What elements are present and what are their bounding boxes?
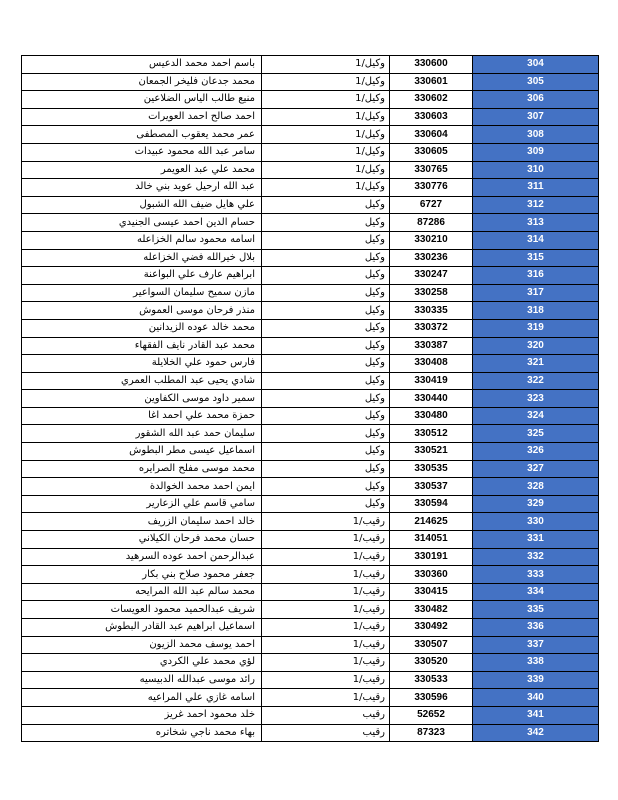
rank-cell: وكيل/1: [262, 108, 390, 126]
name-cell: مازن سميح سليمان السواعير: [22, 284, 262, 302]
sequence-number-cell: 329: [473, 495, 599, 513]
table-row: [22, 337, 599, 355]
table-row: [22, 267, 599, 285]
table-row: [22, 372, 599, 390]
table-row: [22, 56, 599, 74]
name-cell: شريف عبدالحميد محمود العويسات: [22, 601, 262, 619]
table-row: [22, 425, 599, 443]
sequence-number-cell: 332: [473, 548, 599, 566]
table-row: [22, 73, 599, 91]
name-cell: باسم احمد محمد الدعيس: [22, 56, 262, 74]
name-cell: ابراهيم عارف علي البواعنة: [22, 267, 262, 285]
personnel-table: [21, 55, 599, 742]
rank-cell: وكيل: [262, 249, 390, 267]
table-row: [22, 196, 599, 214]
sequence-number-cell: 315: [473, 249, 599, 267]
name-cell: سمير داود موسى الكفاوين: [22, 390, 262, 408]
rank-cell: رقيب: [262, 706, 390, 724]
name-cell: اسامه غازي علي المراعيه: [22, 689, 262, 707]
table-row: [22, 513, 599, 531]
name-cell: لؤي محمد علي الكردي: [22, 654, 262, 672]
sequence-number-cell: 322: [473, 372, 599, 390]
military-number-cell: 330335: [390, 302, 473, 320]
rank-cell: وكيل: [262, 355, 390, 373]
sequence-number-cell: 321: [473, 355, 599, 373]
name-cell: حسان محمد فرحان الكيلاني: [22, 531, 262, 549]
sequence-number-cell: 331: [473, 531, 599, 549]
name-cell: سامي قاسم علي الزعارير: [22, 495, 262, 513]
rank-cell: وكيل/1: [262, 56, 390, 74]
name-cell: رائد موسى عبدالله الدبيسيه: [22, 671, 262, 689]
rank-cell: وكيل/1: [262, 91, 390, 109]
sequence-number-cell: 336: [473, 619, 599, 637]
sequence-number-cell: 320: [473, 337, 599, 355]
military-number-cell: 330594: [390, 495, 473, 513]
sequence-number-cell: 328: [473, 478, 599, 496]
rank-cell: رقيب/1: [262, 654, 390, 672]
name-cell: ايمن احمد محمد الخوالدة: [22, 478, 262, 496]
sequence-number-cell: 325: [473, 425, 599, 443]
rank-cell: وكيل: [262, 214, 390, 232]
name-cell: بلال خيرالله فضي الخزاعله: [22, 249, 262, 267]
sequence-number-cell: 314: [473, 231, 599, 249]
military-number-cell: 330492: [390, 619, 473, 637]
table-row: [22, 231, 599, 249]
rank-cell: وكيل: [262, 231, 390, 249]
rank-cell: رقيب/1: [262, 689, 390, 707]
table-row: [22, 495, 599, 513]
military-number-cell: 330480: [390, 407, 473, 425]
military-number-cell: 330521: [390, 443, 473, 461]
table-row: [22, 249, 599, 267]
rank-cell: وكيل: [262, 495, 390, 513]
sequence-number-cell: 338: [473, 654, 599, 672]
name-cell: محمد عبد القادر نايف الفقهاء: [22, 337, 262, 355]
name-cell: بهاء محمد ناجي شخاتره: [22, 724, 262, 742]
rank-cell: وكيل: [262, 443, 390, 461]
military-number-cell: 214625: [390, 513, 473, 531]
table-row: [22, 161, 599, 179]
table-row: [22, 724, 599, 742]
name-cell: احمد صالح احمد العويرات: [22, 108, 262, 126]
name-cell: محمد موسى مفلح الصرايره: [22, 460, 262, 478]
rank-cell: وكيل: [262, 267, 390, 285]
table-row: [22, 478, 599, 496]
sequence-number-cell: 339: [473, 671, 599, 689]
military-number-cell: 330372: [390, 319, 473, 337]
rank-cell: رقيب/1: [262, 566, 390, 584]
table-row: [22, 706, 599, 724]
sequence-number-cell: 317: [473, 284, 599, 302]
table-row: [22, 284, 599, 302]
sequence-number-cell: 318: [473, 302, 599, 320]
rank-cell: رقيب/1: [262, 601, 390, 619]
rank-cell: وكيل: [262, 196, 390, 214]
name-cell: عبدالرحمن احمد عوده السرهيد: [22, 548, 262, 566]
military-number-cell: 330507: [390, 636, 473, 654]
military-number-cell: 6727: [390, 196, 473, 214]
rank-cell: وكيل: [262, 319, 390, 337]
name-cell: شادي يحيى عبد المطلب العمري: [22, 372, 262, 390]
military-number-cell: 330533: [390, 671, 473, 689]
sequence-number-cell: 333: [473, 566, 599, 584]
military-number-cell: 330520: [390, 654, 473, 672]
military-number-cell: 330236: [390, 249, 473, 267]
name-cell: سامر عبد الله محمود عبيدات: [22, 143, 262, 161]
table-row: [22, 548, 599, 566]
military-number-cell: 330258: [390, 284, 473, 302]
military-number-cell: 330535: [390, 460, 473, 478]
rank-cell: وكيل/1: [262, 73, 390, 91]
name-cell: احمد يوسف محمد الزيون: [22, 636, 262, 654]
table-row: [22, 601, 599, 619]
sequence-number-cell: 313: [473, 214, 599, 232]
military-number-cell: 330482: [390, 601, 473, 619]
military-number-cell: 330191: [390, 548, 473, 566]
sequence-number-cell: 316: [473, 267, 599, 285]
rank-cell: رقيب/1: [262, 531, 390, 549]
table-row: [22, 531, 599, 549]
table-row: [22, 619, 599, 637]
sequence-number-cell: 324: [473, 407, 599, 425]
table-row: [22, 654, 599, 672]
rank-cell: وكيل: [262, 425, 390, 443]
military-number-cell: 330604: [390, 126, 473, 144]
name-cell: اسماعيل عيسى مطر البطوش: [22, 443, 262, 461]
sequence-number-cell: 312: [473, 196, 599, 214]
table-row: [22, 355, 599, 373]
name-cell: عبد الله ارحيل عويد بني خالد: [22, 179, 262, 197]
rank-cell: وكيل: [262, 284, 390, 302]
table-row: [22, 126, 599, 144]
name-cell: منذر فرحان موسى العموش: [22, 302, 262, 320]
table-row: [22, 91, 599, 109]
name-cell: خالد احمد سليمان الزريف: [22, 513, 262, 531]
sequence-number-cell: 340: [473, 689, 599, 707]
military-number-cell: 330603: [390, 108, 473, 126]
rank-cell: رقيب/1: [262, 636, 390, 654]
rank-cell: وكيل/1: [262, 126, 390, 144]
name-cell: محمد خالد عوده الزيدانين: [22, 319, 262, 337]
name-cell: علي هايل ضيف الله الشبول: [22, 196, 262, 214]
military-number-cell: 330419: [390, 372, 473, 390]
military-number-cell: 330408: [390, 355, 473, 373]
sequence-number-cell: 330: [473, 513, 599, 531]
name-cell: سليمان حمد عبد الله الشقور: [22, 425, 262, 443]
military-number-cell: 52652: [390, 706, 473, 724]
rank-cell: وكيل/1: [262, 143, 390, 161]
table-row: [22, 108, 599, 126]
sequence-number-cell: 309: [473, 143, 599, 161]
sequence-number-cell: 305: [473, 73, 599, 91]
sequence-number-cell: 307: [473, 108, 599, 126]
sequence-number-cell: 323: [473, 390, 599, 408]
sequence-number-cell: 341: [473, 706, 599, 724]
name-cell: جعفر محمود صلاح بني بكار: [22, 566, 262, 584]
sequence-number-cell: 311: [473, 179, 599, 197]
name-cell: محمد جدعان فليخر الجمعان: [22, 73, 262, 91]
table-row: [22, 143, 599, 161]
military-number-cell: 330537: [390, 478, 473, 496]
sequence-number-cell: 337: [473, 636, 599, 654]
table-row: [22, 583, 599, 601]
table-row: [22, 460, 599, 478]
rank-cell: وكيل: [262, 372, 390, 390]
name-cell: عمر محمد يعقوب المصطفى: [22, 126, 262, 144]
table-row: [22, 407, 599, 425]
military-number-cell: 330605: [390, 143, 473, 161]
rank-cell: وكيل: [262, 478, 390, 496]
rank-cell: وكيل: [262, 460, 390, 478]
military-number-cell: 330360: [390, 566, 473, 584]
rank-cell: وكيل: [262, 407, 390, 425]
military-number-cell: 314051: [390, 531, 473, 549]
military-number-cell: 330601: [390, 73, 473, 91]
name-cell: حمزة محمد علي احمد اغا: [22, 407, 262, 425]
table-row: [22, 319, 599, 337]
name-cell: محمد سالم عبد الله المرايحه: [22, 583, 262, 601]
military-number-cell: 87286: [390, 214, 473, 232]
military-number-cell: 330602: [390, 91, 473, 109]
military-number-cell: 330600: [390, 56, 473, 74]
military-number-cell: 330210: [390, 231, 473, 249]
rank-cell: وكيل/1: [262, 179, 390, 197]
military-number-cell: 330776: [390, 179, 473, 197]
military-number-cell: 330440: [390, 390, 473, 408]
sequence-number-cell: 304: [473, 56, 599, 74]
rank-cell: رقيب/1: [262, 583, 390, 601]
sequence-number-cell: 334: [473, 583, 599, 601]
table-row: [22, 214, 599, 232]
sequence-number-cell: 308: [473, 126, 599, 144]
military-number-cell: 330387: [390, 337, 473, 355]
sequence-number-cell: 310: [473, 161, 599, 179]
rank-cell: وكيل: [262, 390, 390, 408]
rank-cell: رقيب/1: [262, 548, 390, 566]
table-row: [22, 390, 599, 408]
table-row: [22, 671, 599, 689]
table-row: [22, 689, 599, 707]
name-cell: اسماعيل ابراهيم عبد القادر البطوش: [22, 619, 262, 637]
sequence-number-cell: 342: [473, 724, 599, 742]
rank-cell: رقيب: [262, 724, 390, 742]
name-cell: حسام الدين احمد عيسى الجنيدي: [22, 214, 262, 232]
military-number-cell: 330765: [390, 161, 473, 179]
name-cell: فارس حمود علي الخلايلة: [22, 355, 262, 373]
table-row: [22, 443, 599, 461]
rank-cell: رقيب/1: [262, 671, 390, 689]
name-cell: محمد علي عبد العويمر: [22, 161, 262, 179]
rank-cell: رقيب/1: [262, 513, 390, 531]
rank-cell: وكيل: [262, 337, 390, 355]
military-number-cell: 330247: [390, 267, 473, 285]
sequence-number-cell: 319: [473, 319, 599, 337]
sequence-number-cell: 327: [473, 460, 599, 478]
name-cell: اسامه محمود سالم الخزاعله: [22, 231, 262, 249]
table-row: [22, 179, 599, 197]
military-number-cell: 87323: [390, 724, 473, 742]
rank-cell: وكيل/1: [262, 161, 390, 179]
military-number-cell: 330512: [390, 425, 473, 443]
rank-cell: وكيل: [262, 302, 390, 320]
name-cell: منيع طالب الياس الضلاعين: [22, 91, 262, 109]
table-row: [22, 566, 599, 584]
sequence-number-cell: 306: [473, 91, 599, 109]
military-number-cell: 330596: [390, 689, 473, 707]
military-number-cell: 330415: [390, 583, 473, 601]
name-cell: خلد محمود احمد غريز: [22, 706, 262, 724]
sequence-number-cell: 335: [473, 601, 599, 619]
rank-cell: رقيب/1: [262, 619, 390, 637]
table-row: [22, 636, 599, 654]
sequence-number-cell: 326: [473, 443, 599, 461]
table-row: [22, 302, 599, 320]
personnel-table-body: [22, 56, 599, 742]
